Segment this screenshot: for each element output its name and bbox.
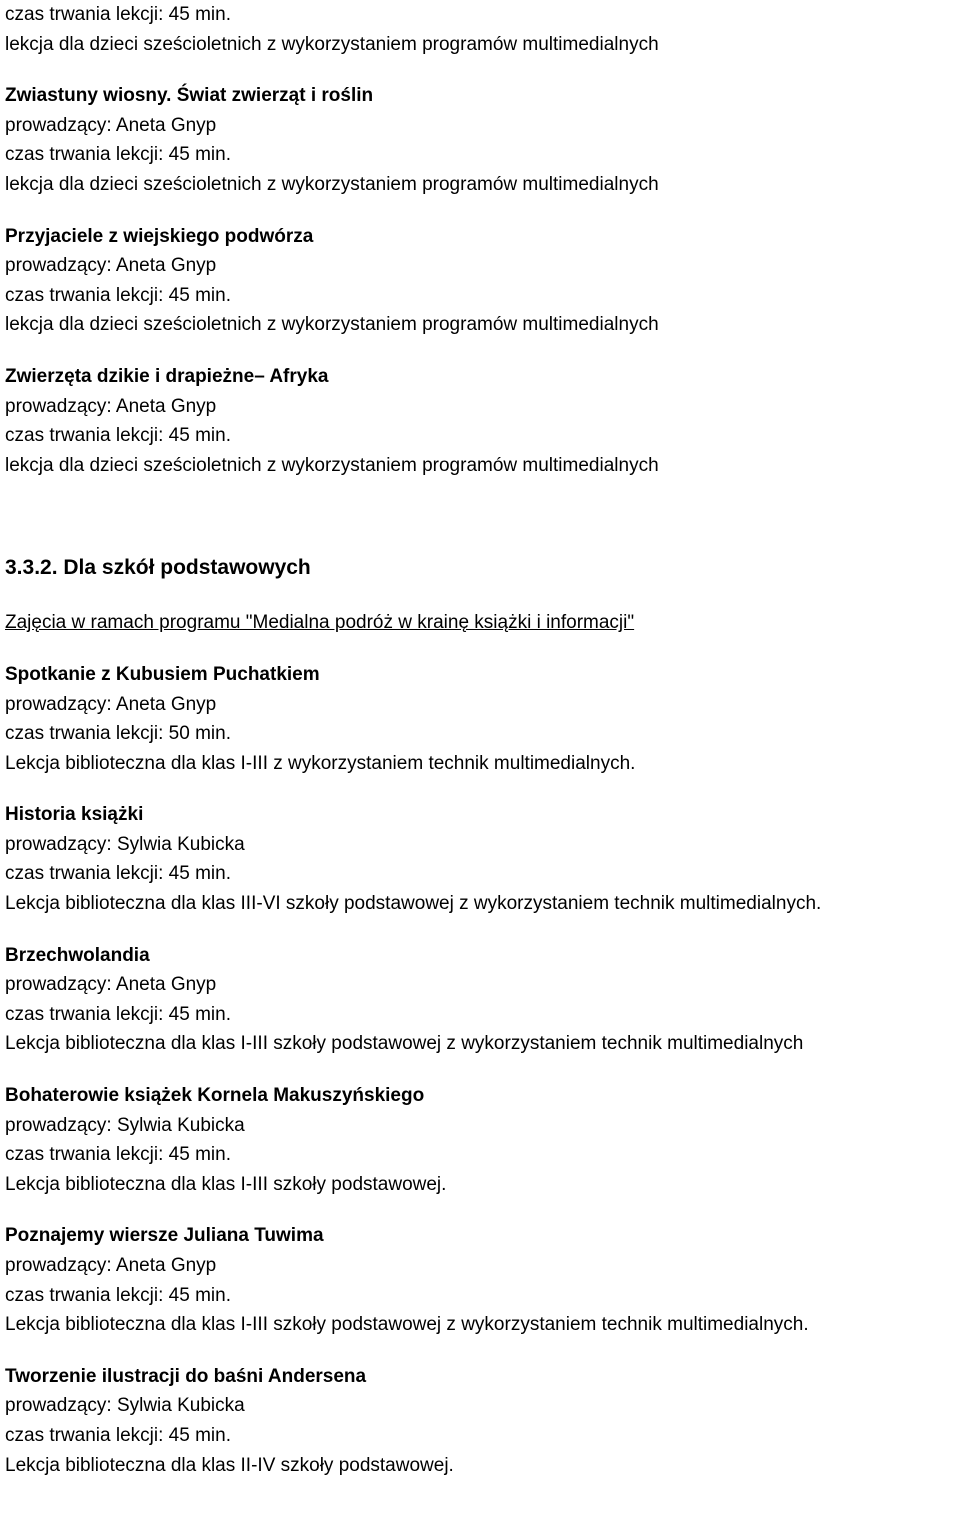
lesson-title: Tworzenie ilustracji do baśni Andersena xyxy=(5,1365,367,1387)
lesson-description: Lekcja biblioteczna dla klas III-VI szkoły podstawowej z wykorzystaniem technik multimedialnych. xyxy=(5,893,822,915)
program-name: Zajęcia w ramach programu "Medialna podróż w krainę książki i informacji" xyxy=(5,612,635,634)
lesson-teacher: prowadzący: Aneta Gnyp xyxy=(5,693,217,715)
lesson-teacher: prowadzący: Sylwia Kubicka xyxy=(5,1114,245,1136)
spacer xyxy=(5,200,960,222)
lesson-duration: czas trwania lekcji: 50 min. xyxy=(5,723,231,745)
lesson-description: lekcja dla dzieci sześcioletnich z wykorzystaniem programów multimedialnych xyxy=(5,314,659,336)
lesson-teacher: prowadzący: Aneta Gnyp xyxy=(5,114,217,136)
lesson-duration: czas trwania lekcji: 45 min. xyxy=(5,425,231,447)
lesson-entry xyxy=(5,1362,960,1480)
spacer xyxy=(5,1059,960,1081)
spacer xyxy=(5,480,960,552)
lesson-duration: czas trwania lekcji: 45 min. xyxy=(5,1284,231,1306)
lesson-description: lekcja dla dzieci sześcioletnich z wykorzystaniem programów multimedialnych xyxy=(5,454,659,476)
lesson-description: lekcja dla dzieci sześcioletnich z wykorzystaniem programów multimedialnych xyxy=(5,33,659,55)
lesson-title: Zwierzęta dzikie i drapieżne– Afryka xyxy=(5,365,329,387)
spacer xyxy=(5,584,960,608)
lesson-entry xyxy=(5,362,960,480)
lesson-teacher: prowadzący: Aneta Gnyp xyxy=(5,255,217,277)
lesson-title: Poznajemy wiersze Juliana Tuwima xyxy=(5,1225,324,1247)
lesson-entry xyxy=(5,81,960,199)
lesson-title: Bohaterowie książek Kornela Makuszyńskiego xyxy=(5,1085,425,1107)
spacer xyxy=(5,1199,960,1221)
lesson-entry xyxy=(5,1221,960,1339)
lesson-title: Spotkanie z Kubusiem Puchatkiem xyxy=(5,663,320,685)
lesson-duration: czas trwania lekcji: 45 min. xyxy=(5,863,231,885)
lesson-title: Brzechwolandia xyxy=(5,944,150,966)
lesson-entry xyxy=(5,660,960,778)
lesson-title: Zwiastuny wiosny. Świat zwierząt i roślin xyxy=(5,85,374,107)
lesson-teacher: prowadzący: Aneta Gnyp xyxy=(5,395,217,417)
lesson-description: Lekcja biblioteczna dla klas I-III szkoły podstawowej z wykorzystaniem technik multimedialnych. xyxy=(5,1314,809,1336)
lesson-title: Historia książki xyxy=(5,804,144,826)
lesson-description: Lekcja biblioteczna dla klas II-IV szkoły podstawowej. xyxy=(5,1454,454,1476)
lesson-duration: czas trwania lekcji: 45 min. xyxy=(5,1003,231,1025)
spacer xyxy=(5,1340,960,1362)
lesson-teacher: prowadzący: Sylwia Kubicka xyxy=(5,833,245,855)
lesson-entry xyxy=(5,941,960,1059)
lesson-description: Lekcja biblioteczna dla klas I-III szkoły podstawowej z wykorzystaniem technik multimedialnych xyxy=(5,1033,804,1055)
lesson-teacher: prowadzący: Aneta Gnyp xyxy=(5,1255,217,1276)
lesson-teacher: prowadzący: Sylwia Kubicka xyxy=(5,1395,245,1417)
lesson-duration: czas trwania lekcji: 45 min. xyxy=(5,1144,231,1166)
spacer xyxy=(5,638,960,660)
lesson-description: Lekcja biblioteczna dla klas I-III szkoły podstawowej. xyxy=(5,1173,447,1195)
lesson-title: Przyjaciele z wiejskiego podwórza xyxy=(5,225,314,247)
lesson-description: lekcja dla dzieci sześcioletnich z wykorzystaniem programów multimedialnych xyxy=(5,173,659,195)
lesson-description: Lekcja biblioteczna dla klas I-III z wykorzystaniem technik multimedialnych. xyxy=(5,752,636,774)
section-heading: 3.3.2. Dla szkół podstawowych xyxy=(5,556,311,580)
spacer xyxy=(5,340,960,362)
spacer xyxy=(5,778,960,800)
spacer xyxy=(5,59,960,81)
lesson-duration: czas trwania lekcji: 45 min. xyxy=(5,144,231,166)
lesson-entry xyxy=(5,1081,960,1199)
lesson-duration: czas trwania lekcji: 45 min. xyxy=(5,1424,231,1446)
spacer xyxy=(5,919,960,941)
lesson-duration: czas trwania lekcji: 45 min. xyxy=(5,4,231,25)
lesson-teacher: prowadzący: Aneta Gnyp xyxy=(5,974,217,996)
lesson-entry xyxy=(5,800,960,918)
lesson-entry xyxy=(5,222,960,340)
lesson-entry-continued xyxy=(5,0,960,59)
lesson-duration: czas trwania lekcji: 45 min. xyxy=(5,284,231,306)
